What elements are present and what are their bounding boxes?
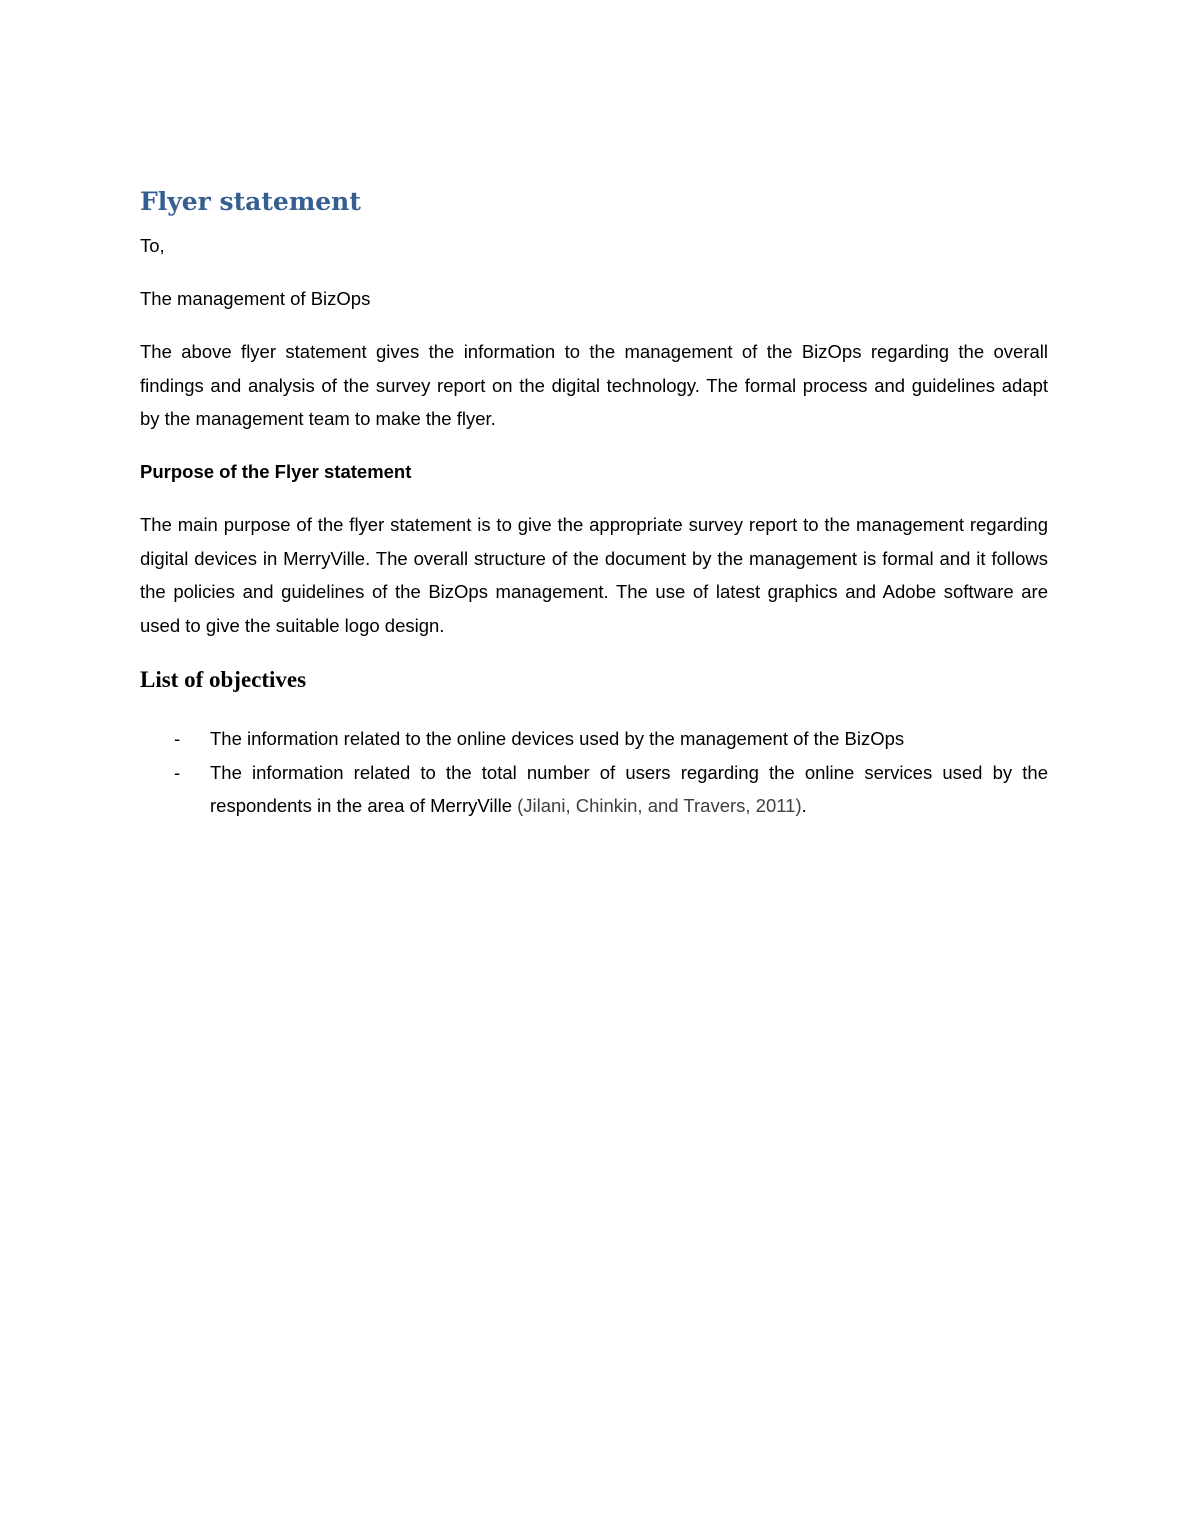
citation: (Jilani, Chinkin, and Travers, 2011)	[517, 795, 802, 816]
objective-text: The information related to the online devices used by the management of the BizOps	[210, 728, 905, 749]
sentence-end: .	[801, 795, 807, 816]
document-page	[140, 0, 1048, 1540]
objectives-list	[140, 722, 1048, 823]
list-item	[140, 722, 1048, 756]
salutation: To,	[140, 235, 165, 256]
objective-text: The information related to the total number of users regarding the online services used by the respondents in the area of MerryVille	[210, 761, 1048, 816]
dash-bullet-icon: -	[174, 728, 181, 749]
purpose-paragraph: The main purpose of the flyer statement is to give the appropriate survey report to the management regarding digital devices in MerryVille. The overall structure of the document by the management is formal and it follows the policies and guidelines of the BizOps management. The use of latest graphics and Adobe software are used to give the suitable logo design.	[140, 514, 1048, 636]
list-item	[140, 756, 1048, 823]
purpose-heading: Purpose of the Flyer statement	[140, 461, 412, 482]
objectives-heading: List of objectives	[140, 667, 307, 692]
document-title: Flyer statement	[140, 187, 361, 216]
recipient-line: The management of BizOps	[140, 288, 371, 309]
intro-paragraph: The above flyer statement gives the information to the management of the BizOps regarding the overall findings and analysis of the survey report on the digital technology. The formal process and guidelines adapt by the management team to make the flyer.	[140, 341, 1048, 429]
dash-bullet-icon: -	[174, 761, 181, 783]
